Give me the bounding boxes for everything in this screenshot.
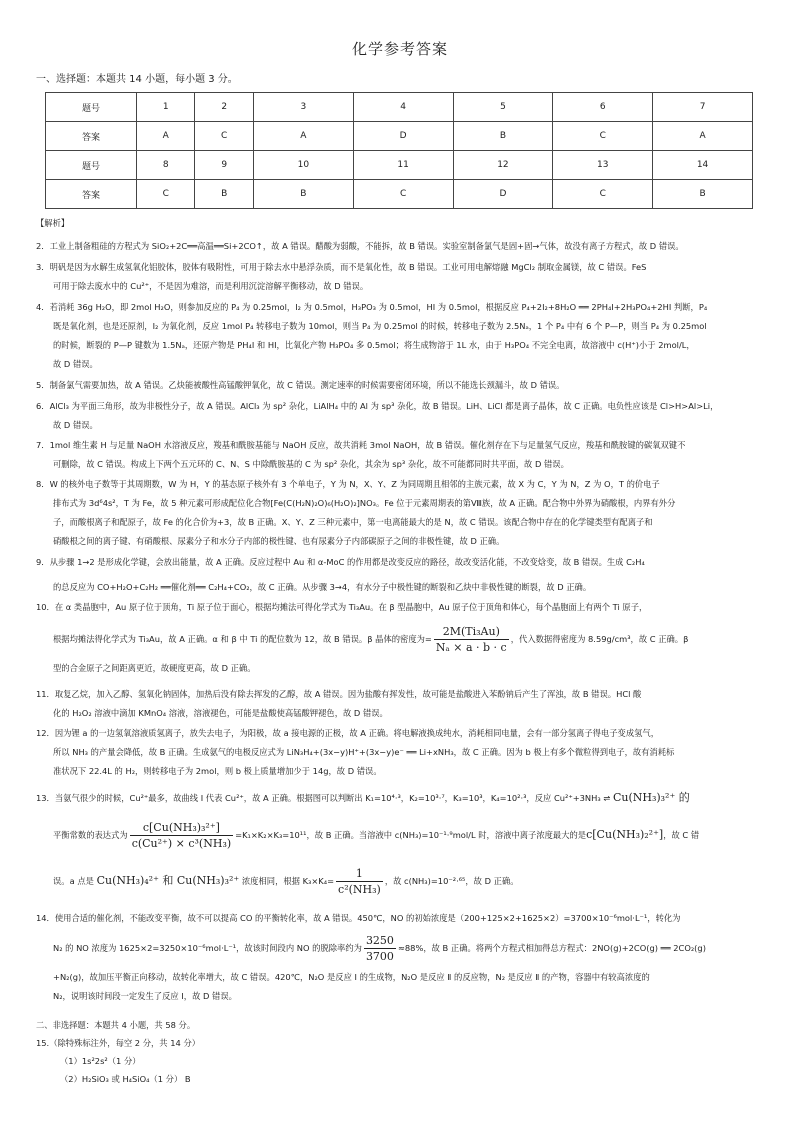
answer-table-cell: 9 xyxy=(195,151,253,180)
q13-text-f: 浓度相同，根据 K₃×K₄= xyxy=(241,876,335,886)
q13-text-d: ，故 C 错 xyxy=(663,830,700,840)
q4-block xyxy=(36,298,764,374)
answer-table-cell: 1 xyxy=(137,93,195,122)
q3-line-2: 可用于除去废水中的 Cu²⁺，不是因为难溶，而是利用沉淀溶解平衡移动，故 D 错误。 xyxy=(53,281,369,291)
q13-text-b: 平衡常数的表达式为 xyxy=(53,830,128,840)
q8-line-4: 硝酸根之间的离子键、有硝酸根、尿素分子和水分子内部的极性键、也有尿素分子内部碳原子之间的非极性键，故 D 正确。 xyxy=(53,536,505,546)
answer-table xyxy=(45,92,753,209)
answer-table-cell: 10 xyxy=(253,151,353,180)
answer-table-row-header: 答案 xyxy=(46,180,137,209)
q11-line-2: 化的 H₂O₂ 溶液中滴加 KMnO₄ 溶液，溶液褪色，可能是盐酸使高锰酸钾褪色，故 D 错误。 xyxy=(53,708,388,718)
q13-frac2-denominator: c²(NH₃) xyxy=(338,883,381,896)
q4-line-2: 既是氧化剂，也是还原剂，I₂ 为氧化剂，反应 1mol P₄ 转移电子数为 10mol，则当 P₄ 为 0.25mol 的时候，转移电子数为 2.5Nₐ，1 个 P₄ 中有 6 个 P—P，则当 P₄ 为 0.25mol xyxy=(53,321,707,331)
q6-block xyxy=(36,397,764,435)
q13-nh3-fraction xyxy=(336,866,383,897)
q12-line-3: 准状况下 22.4L 的 H₂，则转移电子为 2mol，则 b 极上质量增加少于 14g，故 D 错误。 xyxy=(53,766,382,776)
answer-table-cell: D xyxy=(353,122,453,151)
q6-line-1: 6．AlCl₃ 为平面三角形，故为非极性分子，故 A 错误。AlCl₃ 为 sp² 杂化，LiAlH₄ 中的 Al 为 sp³ 杂化，故 B 错误。LiH、LiCl 都是离子晶体，故 C 正确。电负性应该是 Cl>H>Al>Li， xyxy=(36,401,719,411)
answer-table-cell: 6 xyxy=(553,93,653,122)
q14-frac-denominator: 3700 xyxy=(365,950,394,963)
q2-text: 2．工业上制备粗硅的方程式为 SiO₂+2C══高温══Si+2CO↑，故 A 错误。醋酸为弱酸，不能拆，故 B 错误。实验室制备氯气是固+固→气体，故没有离子方程式，故 D 错误。 xyxy=(36,241,684,251)
answer-table-cell: A xyxy=(137,122,195,151)
answer-table-row xyxy=(46,93,753,122)
q15-answer-1: （1）1s²2s²（1 分） xyxy=(60,1056,141,1066)
answer-table-cell: 8 xyxy=(137,151,195,180)
q15-answer-2: （2）H₂SiO₃ 或 H₄SiO₄（1 分） B xyxy=(60,1074,191,1084)
q13-text-a: 13．当氨气很少的时候，Cu²⁺最多，故曲线 Ⅰ 代表 Cu²⁺，故 A 正确。根据图可以判断出 K₁=10⁴·³，K₂=10³·⁷，K₃=10³，K₄=10²·³，反应 Cu²⁺+3NH₃ ⇌ xyxy=(36,793,611,803)
q13-frac1-numerator: c[Cu(NH₃)₃²⁺] xyxy=(130,820,233,836)
answer-table-cell: A xyxy=(253,122,353,151)
q8-line-3: 子，而酸根离子和配原子，故 Fe 的化合价为+3，故 B 正确。X、Y、Z 三种元素中，第一电离能最大的是 N，故 C 错误。该配合物中存在的化学键类型有配离子和 xyxy=(53,517,653,527)
answer-table-cell: 5 xyxy=(453,93,553,122)
answer-table-cell: 12 xyxy=(453,151,553,180)
q14-text-b: ≈88%，故 B 正确。将两个方程式相加得总方程式：2NO(g)+2CO(g) ══ 2CO₂(g) xyxy=(397,943,706,953)
q14-line-3: +N₂(g)，故加压平衡正向移动，故转化率增大，故 C 错误。420℃，N₂O 是反应 Ⅰ 的生成物，N₂O 是反应 Ⅱ 的反应物，N₂ 是反应 Ⅱ 的产物，容器中有较高浓度的 xyxy=(53,972,650,982)
answer-table-cell: B xyxy=(195,180,253,209)
q14-block xyxy=(36,909,764,1006)
page-title: 化学参考答案 xyxy=(351,40,448,58)
q7-line-1: 7．1mol 维生素 H 与足量 NaOH 水溶液反应，羧基和酰胺基能与 NaOH 反应，故共消耗 3mol NaOH，故 B 错误。催化剂存在下与足量氢气反应，羧基和酰胺键的碳氧双键不 xyxy=(36,440,686,450)
analysis-label: 【解析】 xyxy=(36,218,70,228)
q13-frac2-numerator: 1 xyxy=(336,866,383,882)
q10-frac-numerator: 2M(Ti₃Au) xyxy=(434,624,509,640)
answer-table-cell: 14 xyxy=(653,151,753,180)
q4-line-1: 4．若消耗 36g H₂O，即 2mol H₂O，则参加反应的 P₄ 为 0.25mol，I₂ 为 0.5mol，H₃PO₃ 为 0.5mol，HI 为 0.5mol，根据反应 P₄+2I₂+8H₂O ══ 2PH₄I+2H₃PO₄+2HI 判断，P₄ xyxy=(36,302,708,312)
answer-table-cell: C xyxy=(195,122,253,151)
q10-density-fraction xyxy=(434,624,509,655)
q15-heading: 15.（除特殊标注外，每空 2 分，共 14 分） xyxy=(36,1038,201,1048)
answer-table-cell: C xyxy=(553,180,653,209)
q9-line-2: 的总反应为 CO+H₂O+C₂H₂ ══催化剂══ C₂H₄+CO₂，故 C 正确。从步骤 3→4，有水分子中极性键的断裂和乙炔中非极性键的断裂，故 D 正确。 xyxy=(53,582,592,592)
q13-frac1-denominator: c(Cu²⁺) × c³(NH₃) xyxy=(131,837,232,850)
q5-text: 5．制备氯气需要加热，故 A 错误。乙炔能被酸性高锰酸钾氧化，故 C 错误。测定速率的时候需要密闭环境，所以不能选长颈漏斗，故 D 错误。 xyxy=(36,380,565,390)
q7-block xyxy=(36,436,764,474)
q10-text-b: ，代入数据得密度为 8.59g/cm³，故 C 正确。β xyxy=(510,634,689,644)
answer-table-cell: 3 xyxy=(253,93,353,122)
q10-frac-denominator: Nₐ × a · b · c xyxy=(435,641,507,654)
q13-text-e: 误。a 点是 xyxy=(53,876,94,886)
q8-line-2: 排布式为 3d⁶4s²，T 为 Fe，故 5 种元素可形成配位化合物[Fe(C(H₂N)₂O)₆(H₂O)₂]NO₃。Fe 位于元素周期表的第Ⅷ族，故 A 正确。配合物中外界为硝酸根，内界有外分 xyxy=(53,498,676,508)
q10-line-1: 10．在 α 类晶胞中，Au 原子位于顶角，Ti 原子位于面心，根据均摊法可得化学式为 Ti₃Au。在 β 型晶胞中，Au 原子位于顶角和体心，每个晶胞面上有两个 Ti 原子， xyxy=(36,602,648,612)
q4-line-4: 故 D 错误。 xyxy=(53,359,98,369)
section2-heading: 二、非选择题：本题共 4 小题，共 58 分。 xyxy=(36,1020,196,1030)
q13-text-g: ，故 c(NH₃)=10⁻²·⁶⁵，故 D 正确。 xyxy=(384,876,519,886)
q14-text-a: N₂ 的 NO 浓度为 1625×2=3250×10⁻⁶mol·L⁻¹，故该时间段内 NO 的脱除率约为 xyxy=(53,943,362,953)
answer-table-cell: C xyxy=(553,122,653,151)
q13-line-2 xyxy=(36,816,764,854)
q4-line-3: 的时候，断裂的 P—P 键数为 1.5Nₐ，还原产物是 PH₄I 和 HI，比氧化产物 H₃PO₄ 多 0.5mol；将生成物溶于 1L 水，由于 H₃PO₄ 不完全电离，故溶液中 c(H⁺)小于 2mol/L， xyxy=(53,340,695,350)
q13-k-fraction xyxy=(130,820,233,851)
answer-table-row xyxy=(46,122,753,151)
q12-block xyxy=(36,724,764,781)
q14-frac-numerator: 3250 xyxy=(365,934,394,947)
answer-table-cell: 7 xyxy=(653,93,753,122)
q14-line-1: 14．使用合适的催化剂，不能改变平衡，故不可以提高 CO 的平衡转化率，故 A 错误。450℃，NO 的初始浓度是（200+125×2+1625×2）=3700×10⁻⁶mol·L⁻¹，转化为 xyxy=(36,913,681,923)
answer-table-row-header: 题号 xyxy=(46,151,137,180)
answer-table-cell: B xyxy=(253,180,353,209)
q3-line-1: 3．明矾是因为水解生成氢氧化铝胶体，胶体有吸附性，可用于除去水中悬浮杂质，而不是氧化性，故 B 错误。工业可用电解熔融 MgCl₂ 制取金属镁，故 C 错误。FeS xyxy=(36,262,647,272)
q13-block xyxy=(36,788,764,900)
q14-ratio-fraction xyxy=(364,933,396,964)
q10-block xyxy=(36,598,764,678)
q9-line-1: 9．从步骤 1→2 是形成化学键，会放出能量，故 A 正确。反应过程中 Au 和 α-MoC 的作用都是改变反应的路径，故改变活化能，不改变焓变，故 B 错误。生成 C₂H₄ xyxy=(36,557,645,567)
q9-block xyxy=(36,553,764,597)
q14-line-4: N₂，说明该时间段一定发生了反应 Ⅰ，故 D 错误。 xyxy=(53,991,237,1001)
q3-block xyxy=(36,258,764,296)
q13-complex-c: Cu(NH₃)₄²⁺ 和 Cu(NH₃)₃²⁺ xyxy=(96,874,240,887)
q7-line-2: 可删除，故 C 错误。构成上下两个五元环的 C、N、S 中除酰胺基的 C 为 sp² 杂化，其余为 sp³ 杂化，故不可能都同时共平面，故 D 错误。 xyxy=(53,459,569,469)
q12-line-2: 所以 NH₃ 的产量会降低，故 B 正确。生成氨气的电极反应式为 LiN₃H₄+(3x−y)H⁺+(3x−y)e⁻ ══ Li+xNH₃，故 C 正确。因为 b 极上有多个微粒得到电子，故有消耗标 xyxy=(53,747,675,757)
q13-text-c: =K₁×K₂×K₃=10¹¹，故 B 正确。当溶液中 c(NH₃)=10⁻¹·⁹mol/L 时，溶液中离子浓度最大的是 xyxy=(235,830,587,840)
answer-table-cell: C xyxy=(353,180,453,209)
q13-line-3 xyxy=(36,862,764,900)
answer-table-cell: 4 xyxy=(353,93,453,122)
q13-complex-a: Cu(NH₃)₃²⁺ 的 xyxy=(612,791,690,804)
q10-line-3: 型的合金原子之间距离更近，故硬度更高，故 D 正确。 xyxy=(53,663,256,673)
answer-table-cell: 13 xyxy=(553,151,653,180)
section1-heading: 一、选择题：本题共 14 小题，每小题 3 分。 xyxy=(36,74,238,85)
answer-table-cell: C xyxy=(137,180,195,209)
answer-table-row xyxy=(46,151,753,180)
q14-line-2 xyxy=(36,930,764,966)
q10-line-2 xyxy=(36,621,764,657)
q11-block xyxy=(36,685,764,723)
answer-table-cell: D xyxy=(453,180,553,209)
answer-table-cell: A xyxy=(653,122,753,151)
answer-table-row xyxy=(46,180,753,209)
q13-line-1 xyxy=(36,788,764,808)
answer-table-cell: 2 xyxy=(195,93,253,122)
answer-table-cell: B xyxy=(453,122,553,151)
q10-text-a: 根据均摊法得化学式为 Ti₃Au，故 A 正确。α 和 β 中 Ti 的配位数为 12，故 B 错误。β 晶体的密度为= xyxy=(53,634,432,644)
answer-table-cell: B xyxy=(653,180,753,209)
q12-line-1: 12．因为锂 a 的一边氢氧溶液质氢离子，放失去电子，为阳极，故 a 接电源的正极，故 A 正确。将电解液换成纯水，消耗相同电量，会有一部分氢离子得电子变成氢气， xyxy=(36,728,660,738)
q8-line-1: 8．W 的核外电子数等于其周期数，W 为 H，Y 的基态原子核外有 3 个单电子，Y 为 N，X、Y、Z 为同周期且相邻的主族元素，故 X 为 C，Y 为 N，Z 为 O，T 的价电子 xyxy=(36,479,660,489)
q6-line-2: 故 D 错误。 xyxy=(53,420,98,430)
answer-table-cell: 11 xyxy=(353,151,453,180)
answer-table-row-header: 题号 xyxy=(46,93,137,122)
q11-line-1: 11．取复乙烷，加入乙醇、氢氧化钠固体，加热后没有除去挥发的乙醇，故 A 错误。因为盐酸有挥发性，故可能是盐酸进入苯酚钠后产生了浑浊，故 B 错误。HCl 酸 xyxy=(36,689,642,699)
q8-block xyxy=(36,475,764,551)
q13-complex-b: c[Cu(NH₃)₂²⁺] xyxy=(586,828,664,841)
answer-table-row-header: 答案 xyxy=(46,122,137,151)
